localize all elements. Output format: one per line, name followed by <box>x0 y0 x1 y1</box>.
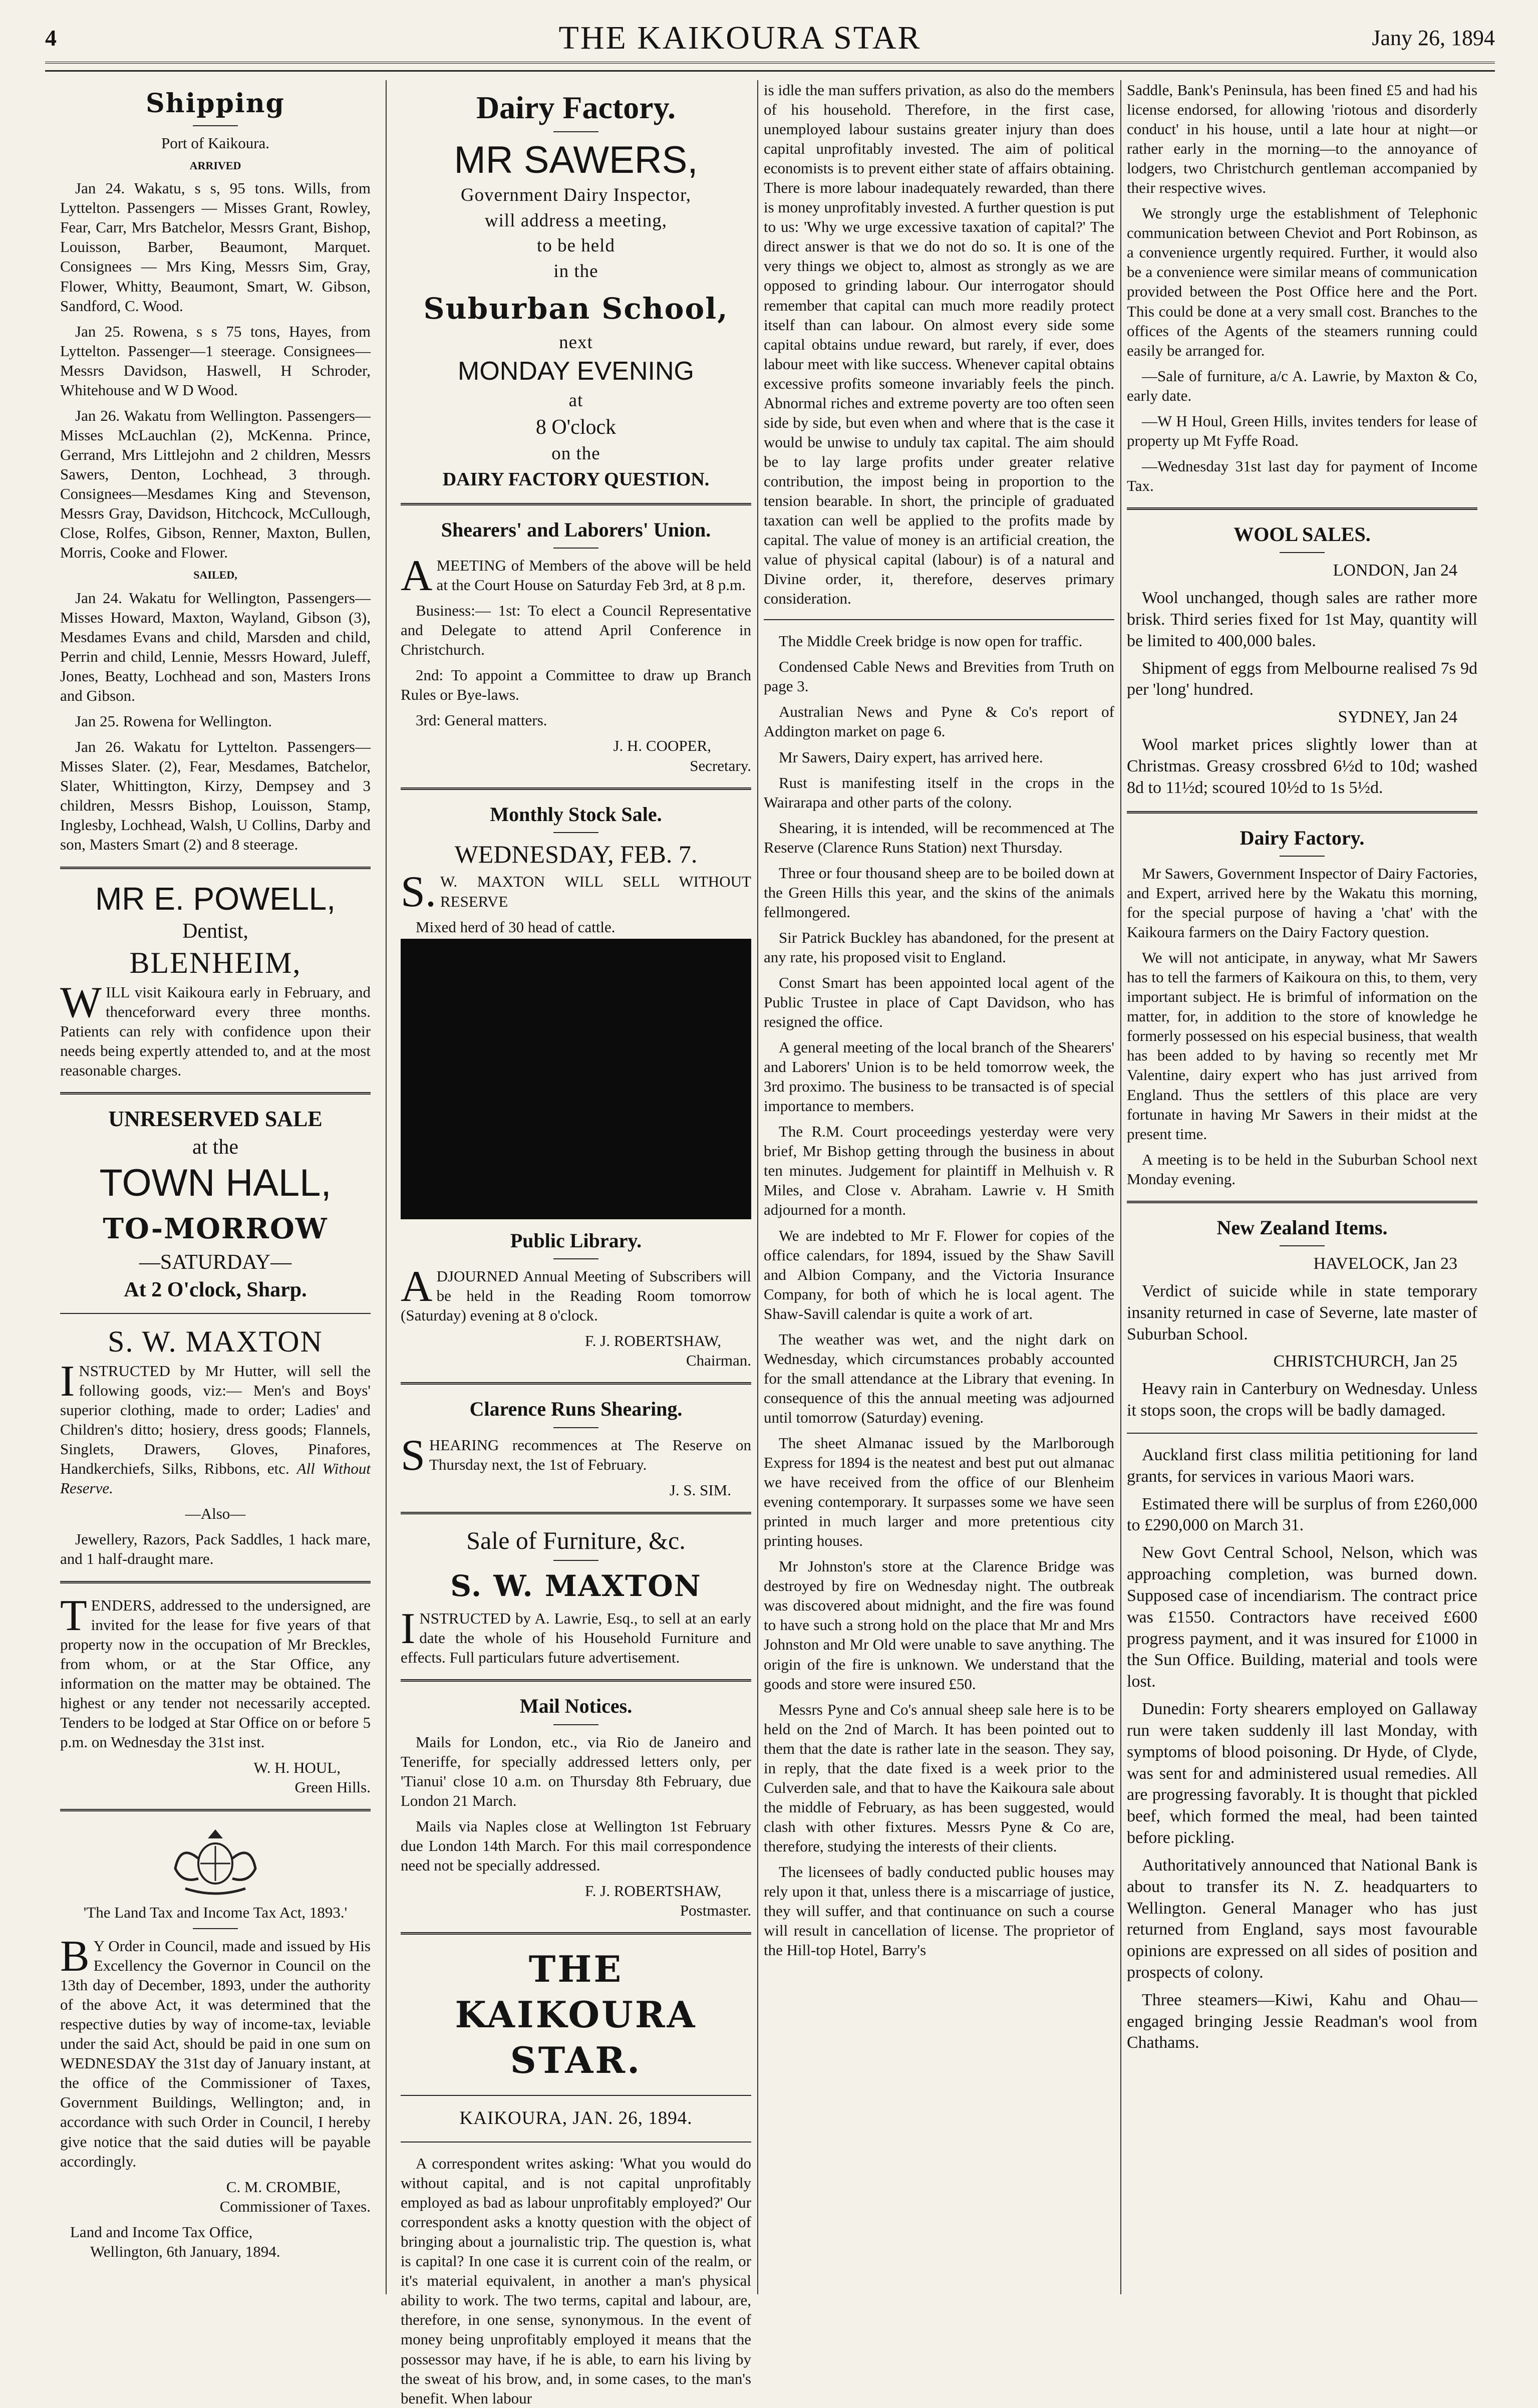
ad-line: in the <box>553 261 598 282</box>
arrived-label: ARRIVED <box>189 159 241 172</box>
local-item: The sheet Almanac issued by the Marlborough Express for 1894 is the neatest and best put out almanac we have received from the office of our Blenheim evening contemporary. It surpasses some we have seen printed in much larger and more pretentious city printing houses. <box>764 1434 1114 1550</box>
wool-sales-heading: WOOL SALES. <box>1234 522 1371 546</box>
divider <box>60 1092 371 1095</box>
sale-heading: UNRESERVED SALE <box>108 1107 323 1132</box>
tenders-signature: W. H. HOUL, <box>253 1758 341 1776</box>
sale-at: at the <box>192 1136 239 1159</box>
page-number: 4 <box>45 25 57 51</box>
column-3 <box>764 80 1114 2294</box>
local-item: The licensees of badly conducted public houses may rely upon it that, unless there is a miscarriage of justice, they will suffer, and that continuance on such a course will result in cancellation of license. The proprietor of the Hill-top Hotel, Barry's <box>764 1862 1114 1959</box>
local-item: Messrs Pyne and Co's annual sheep sale here is to be held on the 2nd of March. It has been pointed out to them that the date is rather late in the season. They say, in reply, that the date fixed is a week prior to the Culverden sale, and that to have the Kaikoura sale about the middle of February, as has been suggested, would clash with other fixtures. Messrs Pyne & Co are, therefore, studying the interests of their clients. <box>764 1700 1114 1855</box>
divider <box>401 2095 751 2096</box>
sale-notice-reserve: All Without Reserve. <box>60 1460 371 1497</box>
wool-report: Wool unchanged, though sales are rather more brisk. Third series fixed for 1st May, quantity will be limited to 400,000 bales. <box>1127 589 1477 650</box>
divider <box>401 1512 751 1514</box>
local-item: Australian News and Pyne & Co's report of Addington market on page 6. <box>764 703 1114 740</box>
divider <box>401 787 751 790</box>
local-item: The weather was wet, and the night dark on Wednesday, which circumstances probably accounted for the small attendance at the Library that evening. In consequence of this the annual meeting was adjourned until tomorrow (Saturday) evening. <box>764 1330 1114 1426</box>
arrival-entry: Jan 26. Wakatu from Wellington. Passengers—Misses McLauchlan (2), McKenna. Prince, Gerrand, Mrs Littlejohn and 2 children, Messrs Sawers, Denton, Lochhead, 3 through. Consignees—Mesdames King and Stevenson, Messrs Gray, Davidson, Hitchcock, McCullough, Close, Rolfes, Gibson, Renner, Maxton, Bullen, Morris, Cooke and Flower. <box>60 406 371 562</box>
divider <box>1280 856 1325 857</box>
local-item: Shearing, it is intended, will be recommenced at The Reserve (Clarence Runs Station) next Thursday. <box>764 819 1114 856</box>
local-item: The R.M. Court proceedings yesterday were very brief, Mr Bishop getting through the business in about ten minutes. Judgement for plaintiff in Melhuish v. R Miles, and Close v. Abraham. Lawrie v. H Smith adjourned for a month. <box>764 1123 1114 1219</box>
union-business: 2nd: To appoint a Committee to draw up Branch Rules or Bye-laws. <box>401 666 751 704</box>
mail-notice: Mails via Naples close at Wellington 1st February due London 14th March. For this mail correspondence need not be specially addressed. <box>401 1817 751 1875</box>
divider <box>1127 1201 1477 1203</box>
divider <box>553 131 598 132</box>
royal-crest-icon <box>165 1823 265 1899</box>
auctioneer-name: S. W. MAXTON <box>108 1325 323 1359</box>
arrival-entry: Jan 24. Wakatu, s s, 95 tons. Wills, from Lyttelton. Passengers — Misses Grant, Rowley, Fear, Carr, Mrs Batchelor, Messrs Grant, Bishop, Louisson, Barber, Beaumont, Marquet. Consignees — Mrs King, Messrs Sim, Gray, Flower, Whitty, Beaumont, Smart, W. Gibson, Sandford, C. Wood. <box>60 179 371 315</box>
local-item: Mr Sawers, Dairy expert, has arrived here. <box>779 748 1043 766</box>
nz-item: Estimated there will be surplus of from £260,000 to £290,000 on March 31. <box>1127 1494 1477 1535</box>
mail-heading: Mail Notices. <box>519 1695 633 1718</box>
divider <box>1127 507 1477 510</box>
dairy-news-heading: Dairy Factory. <box>1240 826 1365 849</box>
sale-day: —SATURDAY— <box>139 1251 292 1274</box>
column-1 <box>60 80 371 2294</box>
notice-line: —W H Houl, Green Hills, invites tenders for lease of property up Mt Fyffe Road. <box>1127 412 1477 449</box>
local-item: We are indebted to Mr F. Flower for copies of the office calendars, for 1894, issued by the Shaw Savill and Albion Company, and the Victoria Insurance Company, for both of which he is local agent. The Shaw-Savill calendar is quite a work of art. <box>764 1226 1114 1322</box>
editorial-dateline: KAIKOURA, JAN. 26, 1894. <box>459 2108 693 2129</box>
nz-item: Auckland first class militia petitioning for land grants, for services in various Maori wars. <box>1127 1445 1477 1486</box>
dentist-name: MR E. POWELL, <box>95 880 336 917</box>
paper-logo: THE KAIKOURA STAR. <box>455 1948 697 2081</box>
divider <box>401 503 751 505</box>
library-notice: ADJOURNED Annual Meeting of Subscribers will be held in the Reading Room tomorrow (Saturday) evening at 8 o'clock. <box>401 1262 751 1324</box>
column-4 <box>1127 80 1477 2294</box>
nz-item: Dunedin: Forty shearers employed on Gallaway run were taken suddenly ill last Monday, with symptoms of blood poisoning. Dr Hyde, of Clyde, was sent for and administered usual remedies. All are progressing favorably. It is thought that pickled beef, which formed the meal, had been tainted before pickling. <box>1127 1700 1477 1847</box>
stock-sale-lot: Mixed herd of 30 head of cattle. <box>416 918 616 936</box>
library-signature: F. J. ROBERTSHAW, <box>585 1332 721 1350</box>
divider <box>193 1928 238 1929</box>
stock-sale-notice: S.W. MAXTON WILL SELL WITHOUT RESERVE <box>401 868 751 917</box>
sailing-entry: Jan 26. Wakatu for Lyttelton. Passengers—Misses Slater. (2), Fear, Mesdames, Batchelor, Slater, Whittington, Kirzy, Dempsey and 3 children, Messrs Bishop, Louisson, Stamp, Inglesby, Lochhead, Walsh, U Collins, Darby and son, Masters Smart (2) and 8 steerage. <box>60 738 371 854</box>
divider <box>553 1427 598 1428</box>
dentist-town: BLENHEIM, <box>129 946 301 980</box>
nz-dateline: CHRISTCHURCH, Jan 25 <box>1273 1352 1457 1371</box>
nz-item: Three steamers—Kiwi, Kahu and Ohau—engaged bringing Jessie Readman's wool from Chathams. <box>1127 1990 1477 2052</box>
sale-when: TO-MORROW <box>103 1212 328 1245</box>
local-item: The Middle Creek bridge is now open for traffic. <box>779 632 1083 650</box>
union-business: 3rd: General matters. <box>416 711 547 729</box>
meeting-time: 8 O'clock <box>535 416 617 439</box>
mail-notice: Mails for London, etc., via Rio de Janeiro and Teneriffe, for specially addressed letters only, per 'Tianui' close 10 a.m. on Thursday 8th February, due London 21 March. <box>401 1733 751 1809</box>
local-item: Sir Patrick Buckley has abandoned, for the present at any rate, his proposed visit to England. <box>764 928 1114 966</box>
union-notice: AMEETING of Members of the above will be held at the Court House on Saturday Feb 3rd, at 8 p.m. <box>401 552 751 601</box>
wool-report: Shipment of eggs from Melbourne realised 7s 9d per 'long' hundred. <box>1127 659 1477 699</box>
tenders-notice: TENDERS, addressed to the undersigned, are invited for the lease for five years of that property now in the occupation of Mr Breckles, from whom, or at the Star Office, any information on the matter may be obtained. The highest or any tender not necessarily accepted. Tenders to be lodged at Star Office on or before 5 p.m. on Wednesday the 31st inst. <box>60 1591 371 1751</box>
mail-signature: F. J. ROBERTSHAW, <box>585 1882 721 1900</box>
sale-also-items: Jewellery, Razors, Pack Saddles, 1 hack mare, and 1 half-draught mare. <box>60 1530 371 1568</box>
wool-report: Wool market prices slightly lower than at Christmas. Greasy crossbred 6½d to 10d; washed 8d to 11½d; scoured 10½d to 1s 5½d. <box>1127 735 1477 797</box>
stock-sale-date: WEDNESDAY, FEB. 7. <box>454 840 698 868</box>
nz-item: Verdict of suicide while in state temporary insanity returned in case of Severne, late master of Suburban School. <box>1127 1281 1477 1344</box>
arrival-entry: Jan 25. Rowena, s s 75 tons, Hayes, from Lyttelton. Passenger—1 steerage. Consignees—Messrs Davidson, Haswell, H Schroder, Whitehouse and W D Wood. <box>60 322 371 399</box>
divider <box>60 867 371 869</box>
column-2 <box>401 80 751 2407</box>
masthead <box>45 14 1495 64</box>
library-chairman: Chairman. <box>686 1352 751 1370</box>
nz-item: Heavy rain in Canterbury on Wednesday. Unless it stops soon, the crops will be badly damaged. <box>1127 1380 1477 1420</box>
tax-commissioner: Commissioner of Taxes. <box>219 2197 371 2215</box>
divider <box>1280 552 1325 553</box>
local-item: Three or four thousand sheep are to be boiled down at the Green Hills this year, and the skins of the animals fellmongered. <box>764 864 1114 921</box>
ad-line: at <box>568 390 583 411</box>
divider <box>193 125 238 126</box>
column-rule <box>757 80 758 2294</box>
sale-also: —Also— <box>185 1505 246 1523</box>
stock-sale-heading: Monthly Stock Sale. <box>490 802 662 826</box>
header-rule <box>45 70 1495 72</box>
ad-line: to be held <box>537 235 615 256</box>
sale-venue: TOWN HALL, <box>99 1162 332 1205</box>
dairy-news-text: Mr Sawers, Government Inspector of Dairy Factories, and Expert, arrived here by the Wakatu this morning, for the special purpose of having a 'chat' with the Kaikoura farmers on the Dairy Factory question. <box>1127 865 1477 941</box>
issue-date: Jany 26, 1894 <box>1372 26 1495 50</box>
divider <box>401 1932 751 1935</box>
dairy-news-text: We will not anticipate, in anyway, what Mr Sawers has to tell the farmers of Kaikoura on this, to them, very important subject. He is brimful of information on the matter, for, in addition to the store of knowledge he formerly possessed on his especial business, that wealth has been added to by having so recently met Mr Valentine, dairy expert who has just arrived from England. Thus the settlers of this place are very fortunate in having Mr Sawers in their midst at the present time. <box>1127 949 1477 1143</box>
tax-act-title: 'The Land Tax and Income Tax Act, 1893.' <box>83 1903 348 1921</box>
shipping-heading: Shipping <box>146 88 285 119</box>
union-signature: J. H. COOPER, <box>613 737 711 755</box>
divider <box>401 1382 751 1385</box>
furniture-notice: INSTRUCTED by A. Lawrie, Esq., to sell at an early date the whole of his Household Furniture and effects. Full particulars future advertisement. <box>401 1604 751 1667</box>
divider <box>764 619 1114 620</box>
union-heading: Shearers' and Laborers' Union. <box>441 518 711 541</box>
dairy-news-text: A meeting is to be held in the Suburban School next Monday evening. <box>1127 1150 1477 1188</box>
redacted-block <box>401 939 751 1219</box>
divider <box>60 1809 371 1811</box>
divider <box>553 832 598 833</box>
sale-notice-text: INSTRUCTED by Mr Hutter, will sell the following goods, viz:— Men's and Boys' superior clothing, made to order; Ladies' and Children's ditto; hosiery, dress goods; Flannels, Singlets, Drawers, Gloves, Pinafores, Handkerchiefs, Silks, Ribbons, etc. <box>60 1357 371 1478</box>
notice-line: —Sale of furniture, a/c A. Lawrie, by Maxton & Co, early date. <box>1127 367 1477 404</box>
divider <box>1280 1245 1325 1246</box>
wool-dateline: LONDON, Jan 24 <box>1333 561 1457 580</box>
tax-signature: C. M. CROMBIE, <box>226 2178 341 2196</box>
item-continued: Saddle, Bank's Peninsula, has been fined £5 and had his license endorsed, for allowing 'riotous and disorderly conduct' in his house, until a late hour at night—or rather early in the morning—to the annoyance of lodgers, two Christchurch gentleman accompanied by their respective wives. <box>1127 81 1477 197</box>
editorial-text: A correspondent writes asking: 'What you would do without capital, and is not capital unprofitably employed as bad as labour unprofitably employed?' Our correspondent asks a knotty question with the object of bringing about a journalistic trip. The question is, what is capital? In one case it is current coin of the realm, or it's material equivalent, in another a man's physical ability to work. The two terms, capital and labour, are, therefore, in one sense, synonymous. In the event of money being unprofitably employed it means that the possessor may have, if he is able, to earn his living by the sweat of his brow, and, in some cases, to the man's benefit. When labour <box>401 2155 751 2407</box>
meeting-question: DAIRY FACTORY QUESTION. <box>442 469 710 490</box>
shearing-heading: Clarence Runs Shearing. <box>469 1398 683 1421</box>
sailed-label: SAILED, <box>193 569 237 582</box>
shearing-notice: SHEARING recommences at The Reserve on Thursday next, the 1st of February. <box>401 1431 751 1480</box>
union-secretary: Secretary. <box>690 756 751 774</box>
divider <box>553 1258 598 1259</box>
local-item: A general meeting of the local branch of the Shearers' and Laborers' Union is to be held tomorrow week, the 3rd proximo. The business to be transacted is of special importance to members. <box>764 1038 1114 1115</box>
divider <box>1127 1433 1477 1434</box>
divider <box>401 2142 751 2143</box>
dairy-ad-heading: Dairy Factory. <box>476 90 676 125</box>
dentist-notice: WILL visit Kaikoura early in February, and thenceforward every three months. Patients can rely with confidence upon their needs being expertly attended to, and at the most reasonable charges. <box>60 978 371 1080</box>
wool-dateline: SYDNEY, Jan 24 <box>1338 708 1457 727</box>
column-rule <box>1120 80 1121 2294</box>
library-heading: Public Library. <box>510 1229 642 1252</box>
furniture-sale-heading: Sale of Furniture, &c. <box>466 1526 686 1554</box>
divider <box>553 548 598 549</box>
mail-postmaster: Postmaster. <box>680 1902 751 1920</box>
divider <box>553 1560 598 1561</box>
local-item: Const Smart has been appointed local agent of the Public Trustee in place of Capt Davidson, who has resigned the office. <box>764 973 1114 1031</box>
local-item: Condensed Cable News and Brevities from Truth on page 3. <box>764 658 1114 695</box>
sale-time: At 2 O'clock, Sharp. <box>124 1278 307 1301</box>
sale-notice <box>60 1357 371 1498</box>
ad-line: will address a meeting, <box>484 210 668 231</box>
sailing-entry: Jan 24. Wakatu for Wellington, Passengers—Misses Howard, Maxton, Wayland, Gibson (3), Mesdames Evans and child, Marsden and child, Perrin and child, Lennie, Messrs Howard, Juleff, Jones, Beatty, Lochhead and son, Masters Irons and Gibson. <box>60 589 371 705</box>
notice-line: —Wednesday 31st last day for payment of Income Tax. <box>1127 457 1477 494</box>
tax-date: Wellington, 6th January, 1894. <box>90 2242 280 2260</box>
ad-line: next <box>559 332 593 353</box>
venue-name: Suburban School, <box>423 291 729 326</box>
divider <box>553 1724 598 1725</box>
column-rule <box>386 80 387 2294</box>
port-heading: Port of Kaikoura. <box>161 134 270 152</box>
meeting-day: MONDAY EVENING <box>458 357 694 386</box>
tax-office: Land and Income Tax Office, <box>70 2223 253 2241</box>
sailing-entry: Jan 25. Rowena for Wellington. <box>75 712 272 730</box>
telephone-item: We strongly urge the establishment of Telephonic communication between Cheviot and Port Robinson, as a convenience urgently required. Further, it would also be a convenience were similar means of communication provided between the Post Office here and the Port. This could be done at a very small cost. Branches to the offices of the Agents of the steamers running could easily be arranged for. <box>1127 204 1477 359</box>
tenders-place: Green Hills. <box>294 1778 371 1796</box>
nz-item: New Govt Central School, Nelson, which was approaching completion, was burned down. Supposed case of incendiarism. The contract price was £1550. Contractors have received £600 progress payment, and it was insured for £1000 in the Sun Office. Building, material and tools were lost. <box>1127 1543 1477 1691</box>
dentist-title: Dentist, <box>182 919 248 943</box>
nz-dateline: HAVELOCK, Jan 23 <box>1313 1254 1457 1273</box>
speaker-role: Government Dairy Inspector, <box>460 185 692 206</box>
ad-line: on the <box>551 443 600 464</box>
nz-items-heading: New Zealand Items. <box>1216 1216 1388 1239</box>
shearing-signature: J. S. SIM. <box>669 1481 731 1499</box>
divider <box>1127 811 1477 814</box>
divider <box>60 1313 371 1314</box>
speaker-name: MR SAWERS, <box>454 138 698 181</box>
divider <box>401 1679 751 1682</box>
union-business: Business:— 1st: To elect a Council Representative and Delegate to attend April Conference in Christchurch. <box>401 602 751 659</box>
nz-item: Authoritatively announced that National Bank is about to transfer its N. Z. headquarters to Wellington. General Manager who has just returned from England, says most favourable opinions are expressed on all sides of position and prospects of colony. <box>1127 1855 1477 1982</box>
divider <box>60 1581 371 1583</box>
local-item: Mr Johnston's store at the Clarence Bridge was destroyed by fire on Wednesday night. The outbreak was discovered about midnight, and the fire was found to have such a strong hold on the place that Mr and Mrs Johnston and Mr Old were unable to save anything. The origin of the fire is unknown. We understand that the goods and store were insured £50. <box>764 1557 1114 1693</box>
paper-title: THE KAIKOURA STAR <box>558 19 921 56</box>
local-item: Rust is manifesting itself in the crops in the Wairarapa and other parts of the colony. <box>764 773 1114 811</box>
tax-notice: BY Order in Council, made and issued by His Excellency the Governor in Council on the 13th day of December, 1893, under the authority of the above Act, it was determined that the respective duties by way of income-tax, leviable under the said Act, should be paid in one sum on WEDNESDAY the 31st day of January instant, at the office of the Commissioner of Taxes, Government Buildings, Wellington; and, in accordance with such Order in Council, I hereby give notice that the said duties will be payable accordingly. <box>60 1932 371 2170</box>
furniture-auctioneer: S. W. MAXTON <box>450 1569 702 1603</box>
editorial-continued: is idle the man suffers privation, as also do the members of his household. Therefore, in the first case, unemployed labour sustains greater injury than does capital unprofitably invested. The aim of political economists is to prevent either state of affairs obtaining. There is more labour inadequately rewarded, than there is money unprofitably invested. A further question is put to us: 'Why we urge excessive taxation of capital?' The direct answer is that we do not do so. It is one of the very things we object to, almost as strongly as we are opposed to grinding labour. Our interrogator should remember that capital can much more readily protect itself than can labour. On almost every side some capital obtains undue reward, but rarely, if ever, does labour meet with like success. Whenever capital obtains excessive profits someone invariably feels the pinch. Abnormal riches and extreme poverty are too often seen side by side, but even when and where that is the case it would be unwise to unduly tax capital. The aim should be to lay large profits under greater relative contribution, the impost being in proportion to the tension bearable. In short, the principle of graduated taxation can well be applied to the profits made by capital. The value of money is an artificial creation, the value of physical capital (labour) is of a natural and Divine order, it, therefore, deserves primary consideration. <box>764 81 1114 608</box>
